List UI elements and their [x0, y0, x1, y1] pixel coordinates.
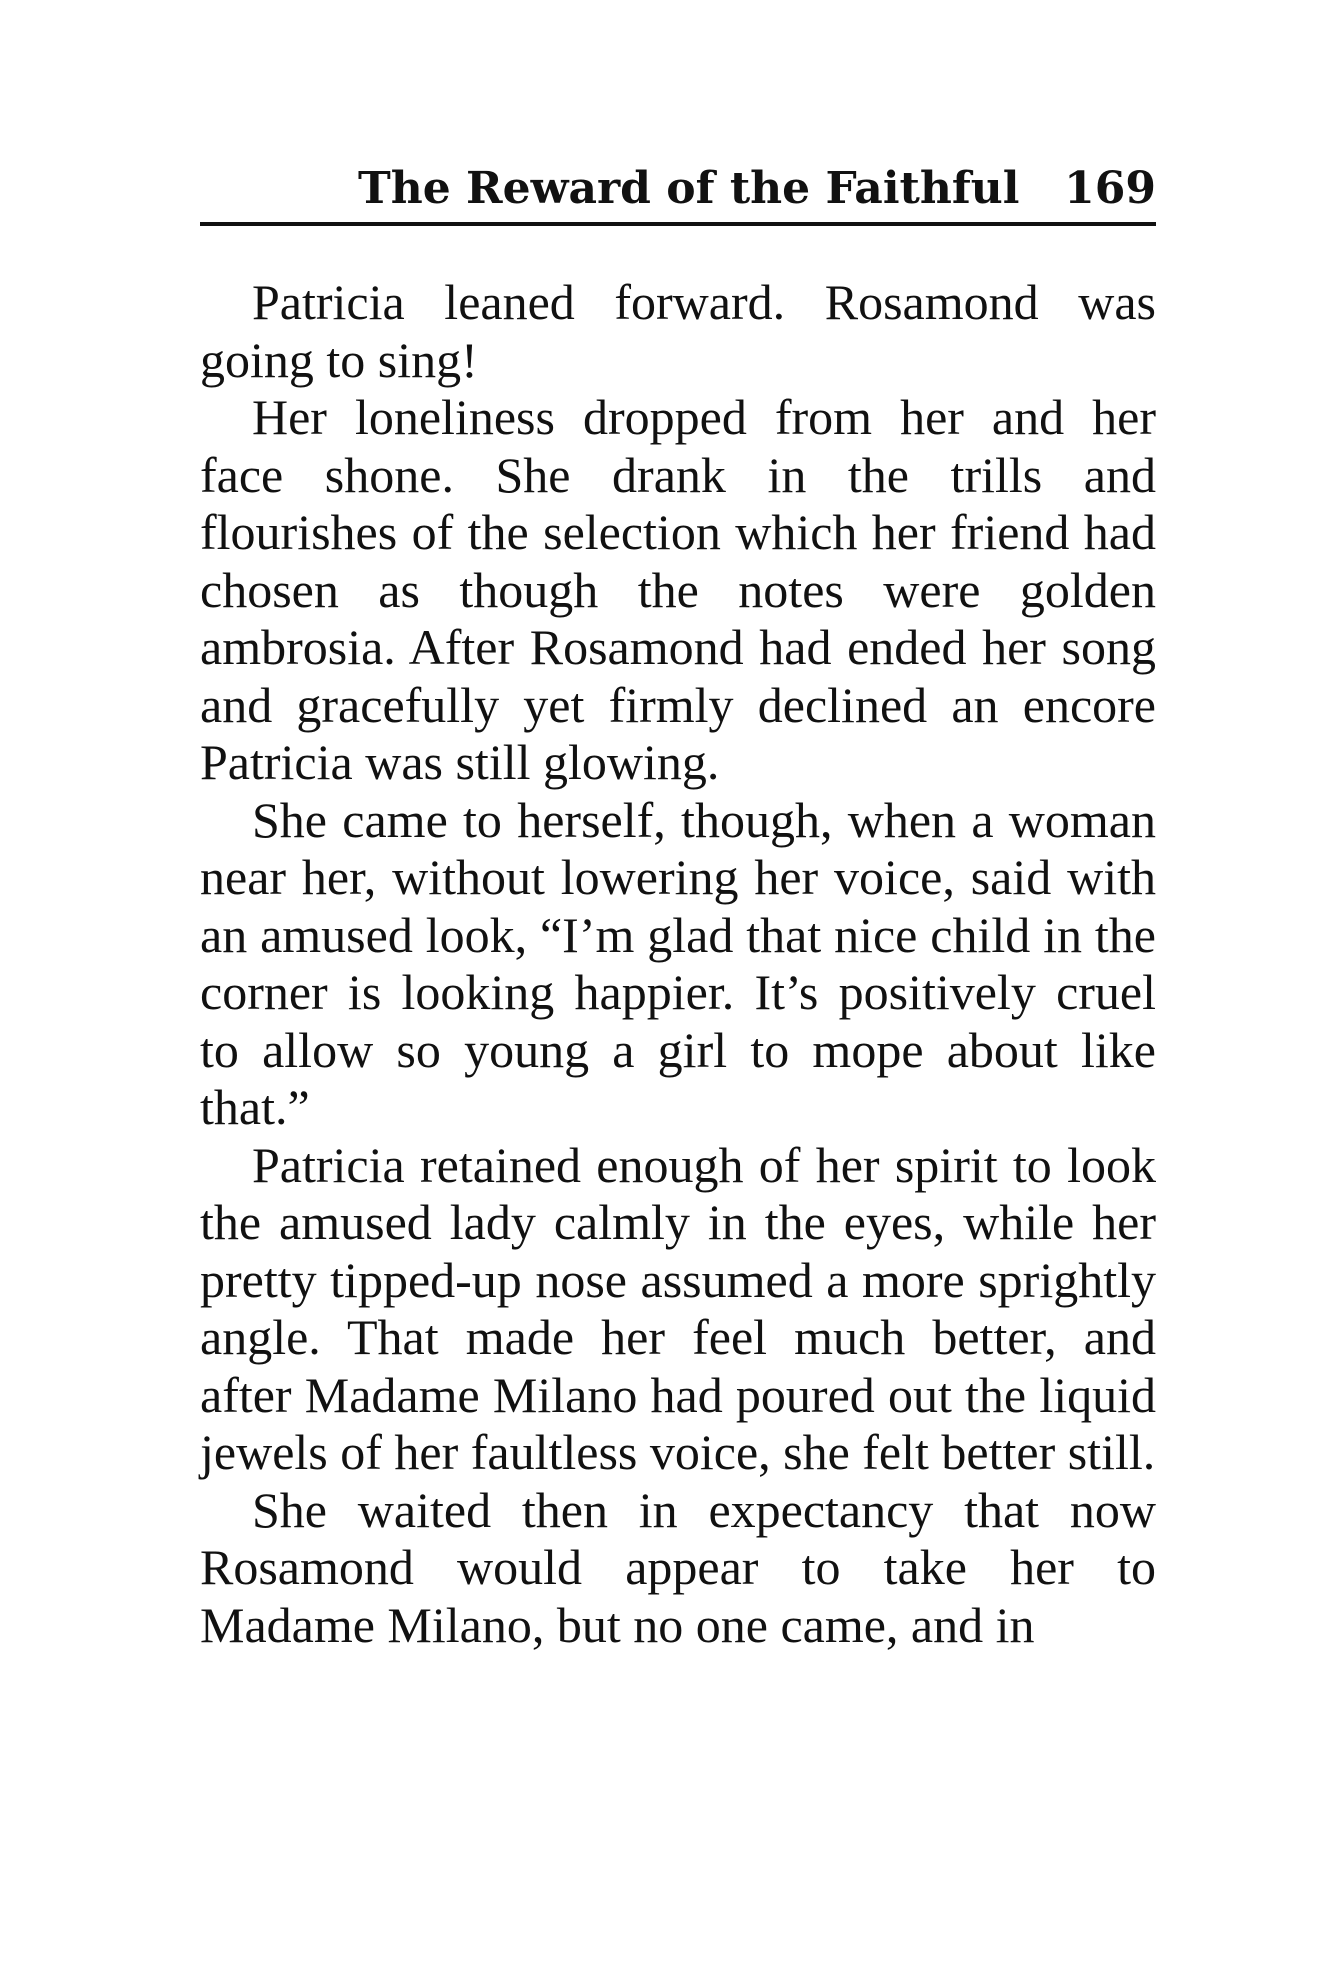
paragraph: Patricia retained enough of her spirit to look the amused lady calmly in the eyes, while her pretty tipped-up nose assumed a more sprightly angle. That made her feel much better, and after Madame Milano had poured out the liquid jewels of her faultless voice, she felt better still.	[200, 1136, 1156, 1480]
paragraph: Patricia leaned forward. Rosamond was going to sing!	[200, 274, 1156, 388]
running-header	[200, 158, 1156, 220]
page-number: 169	[1064, 163, 1156, 214]
paragraph: Her loneliness dropped from her and her face shone. She drank in the trills and flourishes of the selection which her friend had chosen as though the notes were golden ambrosia. After Rosamond had ended her song and gracefully yet firmly declined an encore Patricia was still glowing.	[200, 389, 1156, 790]
paragraph: She came to herself, though, when a woman near her, without lowering her voice, said with an amused look, “I’m glad that nice child in the corner is looking happier. It’s positively cruel to allow so young a girl to mope about like that.”	[200, 791, 1156, 1135]
body-text	[200, 274, 1156, 1654]
paragraph: She waited then in expectancy that now Rosamond would appear to take her to Madame Milano, but no one came, and in	[200, 1481, 1156, 1653]
header-rule	[200, 222, 1156, 226]
chapter-title: The Reward of the Faithful	[358, 163, 1020, 214]
